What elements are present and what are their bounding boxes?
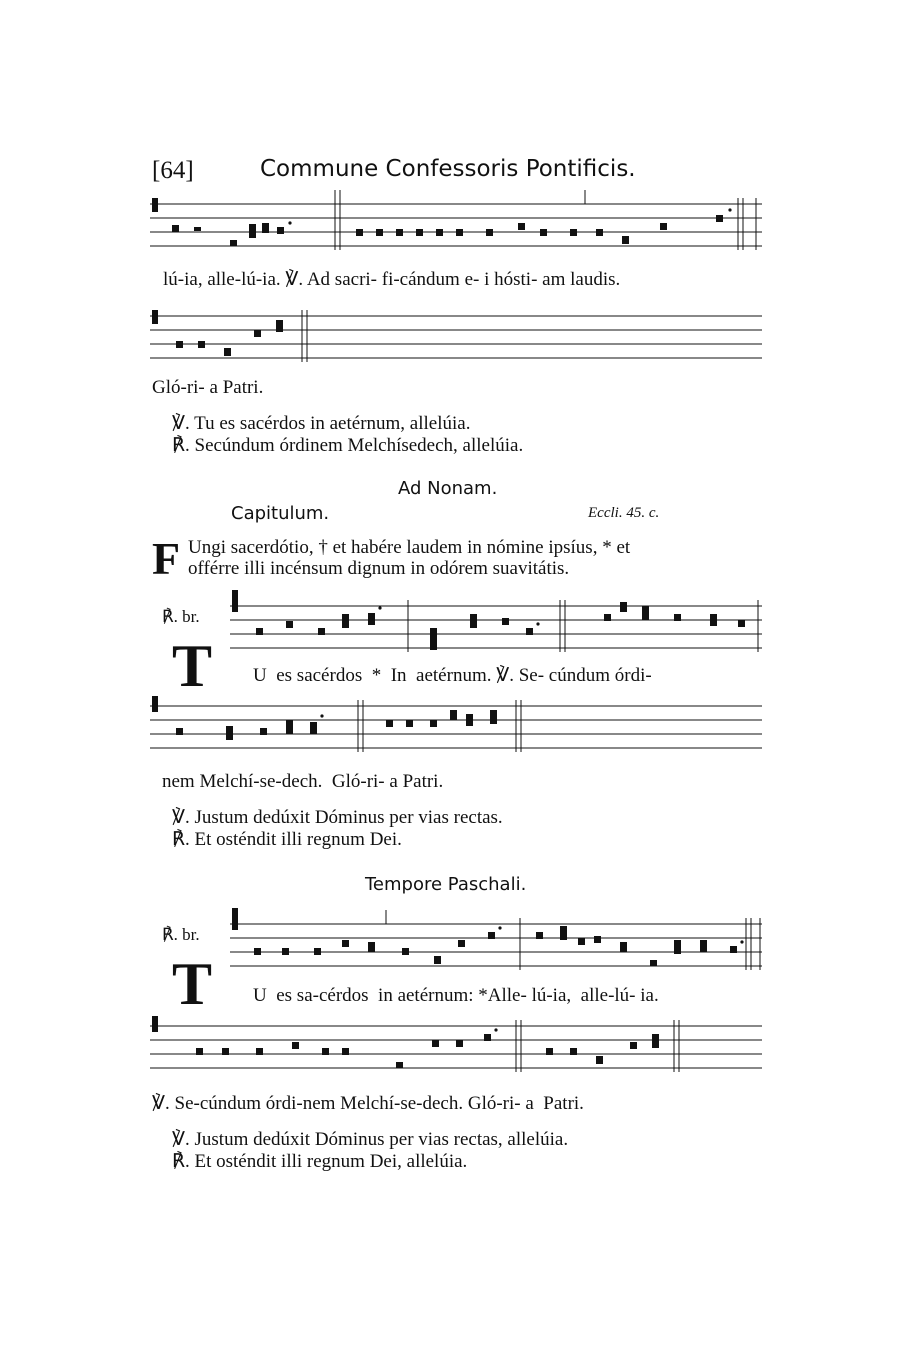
rbr-label-2: ℟. br.: [162, 925, 200, 944]
big-initial-t-1: T: [172, 633, 213, 699]
staff-4-lyrics: nem Melchí-se-dech. Gló-ri- a Patri.: [162, 771, 444, 792]
section-heading-tempore-paschali: Tempore Paschali.: [365, 874, 527, 895]
response-2: ℟. Et osténdit illi regnum Dei.: [172, 829, 402, 850]
capitulum-label: Capitulum.: [231, 503, 330, 524]
versicle-1: ℣. Tu es sacérdos in aetérnum, allelúia.: [172, 413, 471, 434]
chant-staff-2: [150, 302, 762, 364]
rbr-label-1: ℟. br.: [162, 607, 200, 626]
capitulum-line-1: Ungi sacerdótio, † et habére laudem in nómine ipsíus, * et: [188, 537, 631, 558]
chant-staff-1: [150, 190, 762, 252]
staff-3-lyrics: U es sacérdos * In aetérnum. ℣. Se- cúndum órdi-: [253, 665, 652, 686]
drop-cap-f: F: [152, 533, 181, 584]
response-3: ℟. Et osténdit illi regnum Dei, allelúia.: [172, 1151, 468, 1172]
versicle-3: ℣. Justum dedúxit Dóminus per vias rectas, allelúia.: [172, 1129, 569, 1150]
chant-staff-4: [150, 692, 762, 754]
big-initial-t-2: T: [172, 951, 213, 1017]
capitulum-line-2: offérre illi incénsum dignum in odórem suavitátis.: [188, 558, 570, 579]
staff-6-lyrics: ℣. Se-cúndum órdi-nem Melchí-se-dech. Gló-ri- a Patri.: [152, 1093, 584, 1114]
response-1: ℟. Secúndum órdinem Melchísedech, allelúia.: [172, 435, 524, 456]
versicle-2: ℣. Justum dedúxit Dóminus per vias rectas.: [172, 807, 503, 828]
do-clef: [152, 198, 158, 212]
scripture-reference: Eccli. 45. c.: [588, 505, 660, 521]
chant-staff-6: [150, 1012, 762, 1074]
chant-staff-5: [230, 906, 762, 976]
staff-5-lyrics: U es sa-cérdos in aetérnum: *Alle- lú-ia, alle-lú- ia.: [253, 985, 659, 1006]
staff-2-lyrics: Gló-ri- a Patri.: [152, 377, 264, 398]
page-number: [64]: [152, 157, 194, 184]
staff-1-lyrics: lú-ia, alle-lú-ia. ℣. Ad sacri- fi-cándum e- i hósti- am laudis.: [163, 269, 621, 290]
page-title: Commune Confessoris Pontificis.: [260, 156, 636, 182]
section-heading-ad-nonam: Ad Nonam.: [398, 478, 498, 499]
chant-staff-3: [230, 588, 762, 658]
